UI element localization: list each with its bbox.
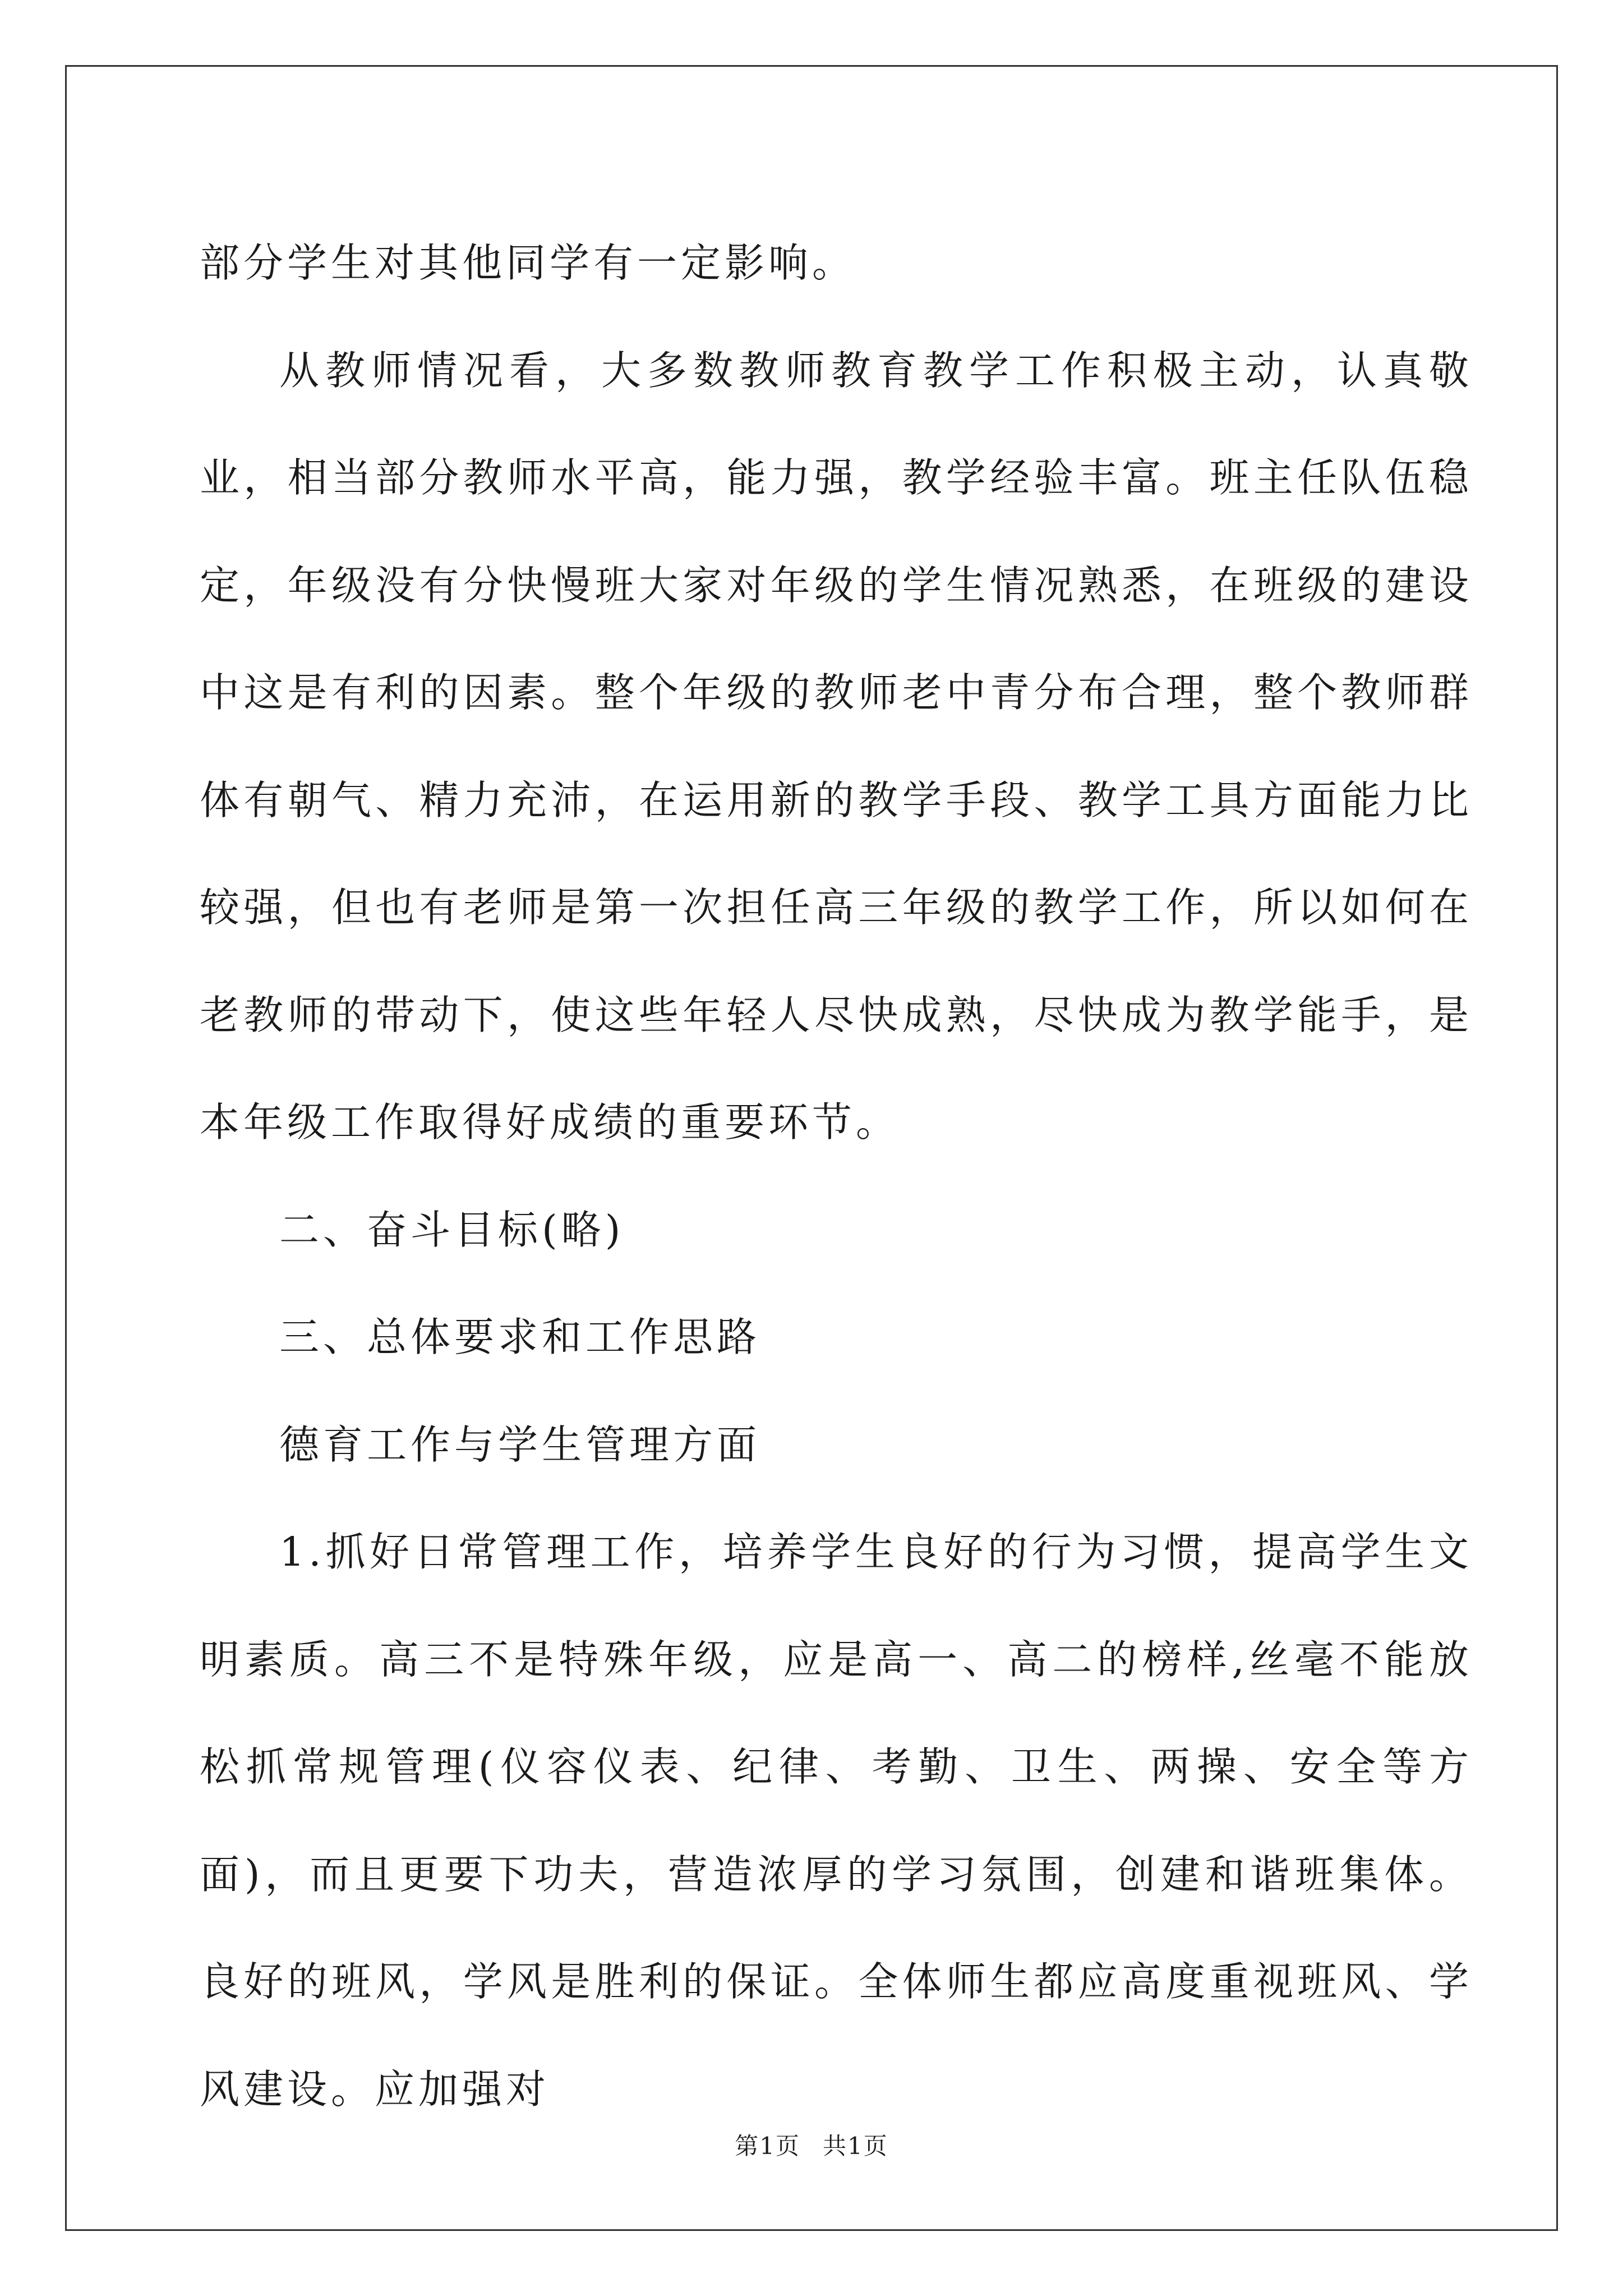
paragraph-daily-management: 1.抓好日常管理工作，培养学生良好的行为习惯，提高学生文明素质。高三不是特殊年级，应是高一、高二的榜样,丝毫不能放松抓常规管理(仪容仪表、纪律、考勤、卫生、两操、安全等方面)，而且更要下功夫，营造浓厚的学习氛围，创建和谐班集体。良好的班风，学风是胜利的保证。全体师生都应高度重视班风、学风建设。应加强对 [200,1529,1473,2113]
subheading-moral-education: 德育工作与学生管理方面 [279,1421,761,1468]
heading-goals: 二、奋斗目标(略) [279,1206,625,1253]
page-total: 共1页 [823,2132,888,2160]
document-body [200,209,1473,2143]
paragraph-1: 部分学生对其他同学有一定影响。 [200,240,856,286]
heading-requirements: 三、总体要求和工作思路 [279,1314,761,1360]
page-number: 第1页 [735,2132,800,2160]
page-footer [0,2129,1623,2163]
paragraph-2: 从教师情况看，大多数教师教育教学工作积极主动，认真敬业，相当部分教师水平高，能力强，教学经验丰富。班主任队伍稳定，年级没有分快慢班大家对年级的学生情况熟悉，在班级的建设中这是有利的因素。整个年级的教师老中青分布合理，整个教师群体有朝气、精力充沛，在运用新的教学手段、教学工具方面能力比较强，但也有老师是第一次担任高三年级的教学工作，所以如何在老教师的带动下，使这些年轻人尽快成熟，尽快成为教学能手，是本年级工作取得好成绩的重要环节。 [200,347,1473,1145]
